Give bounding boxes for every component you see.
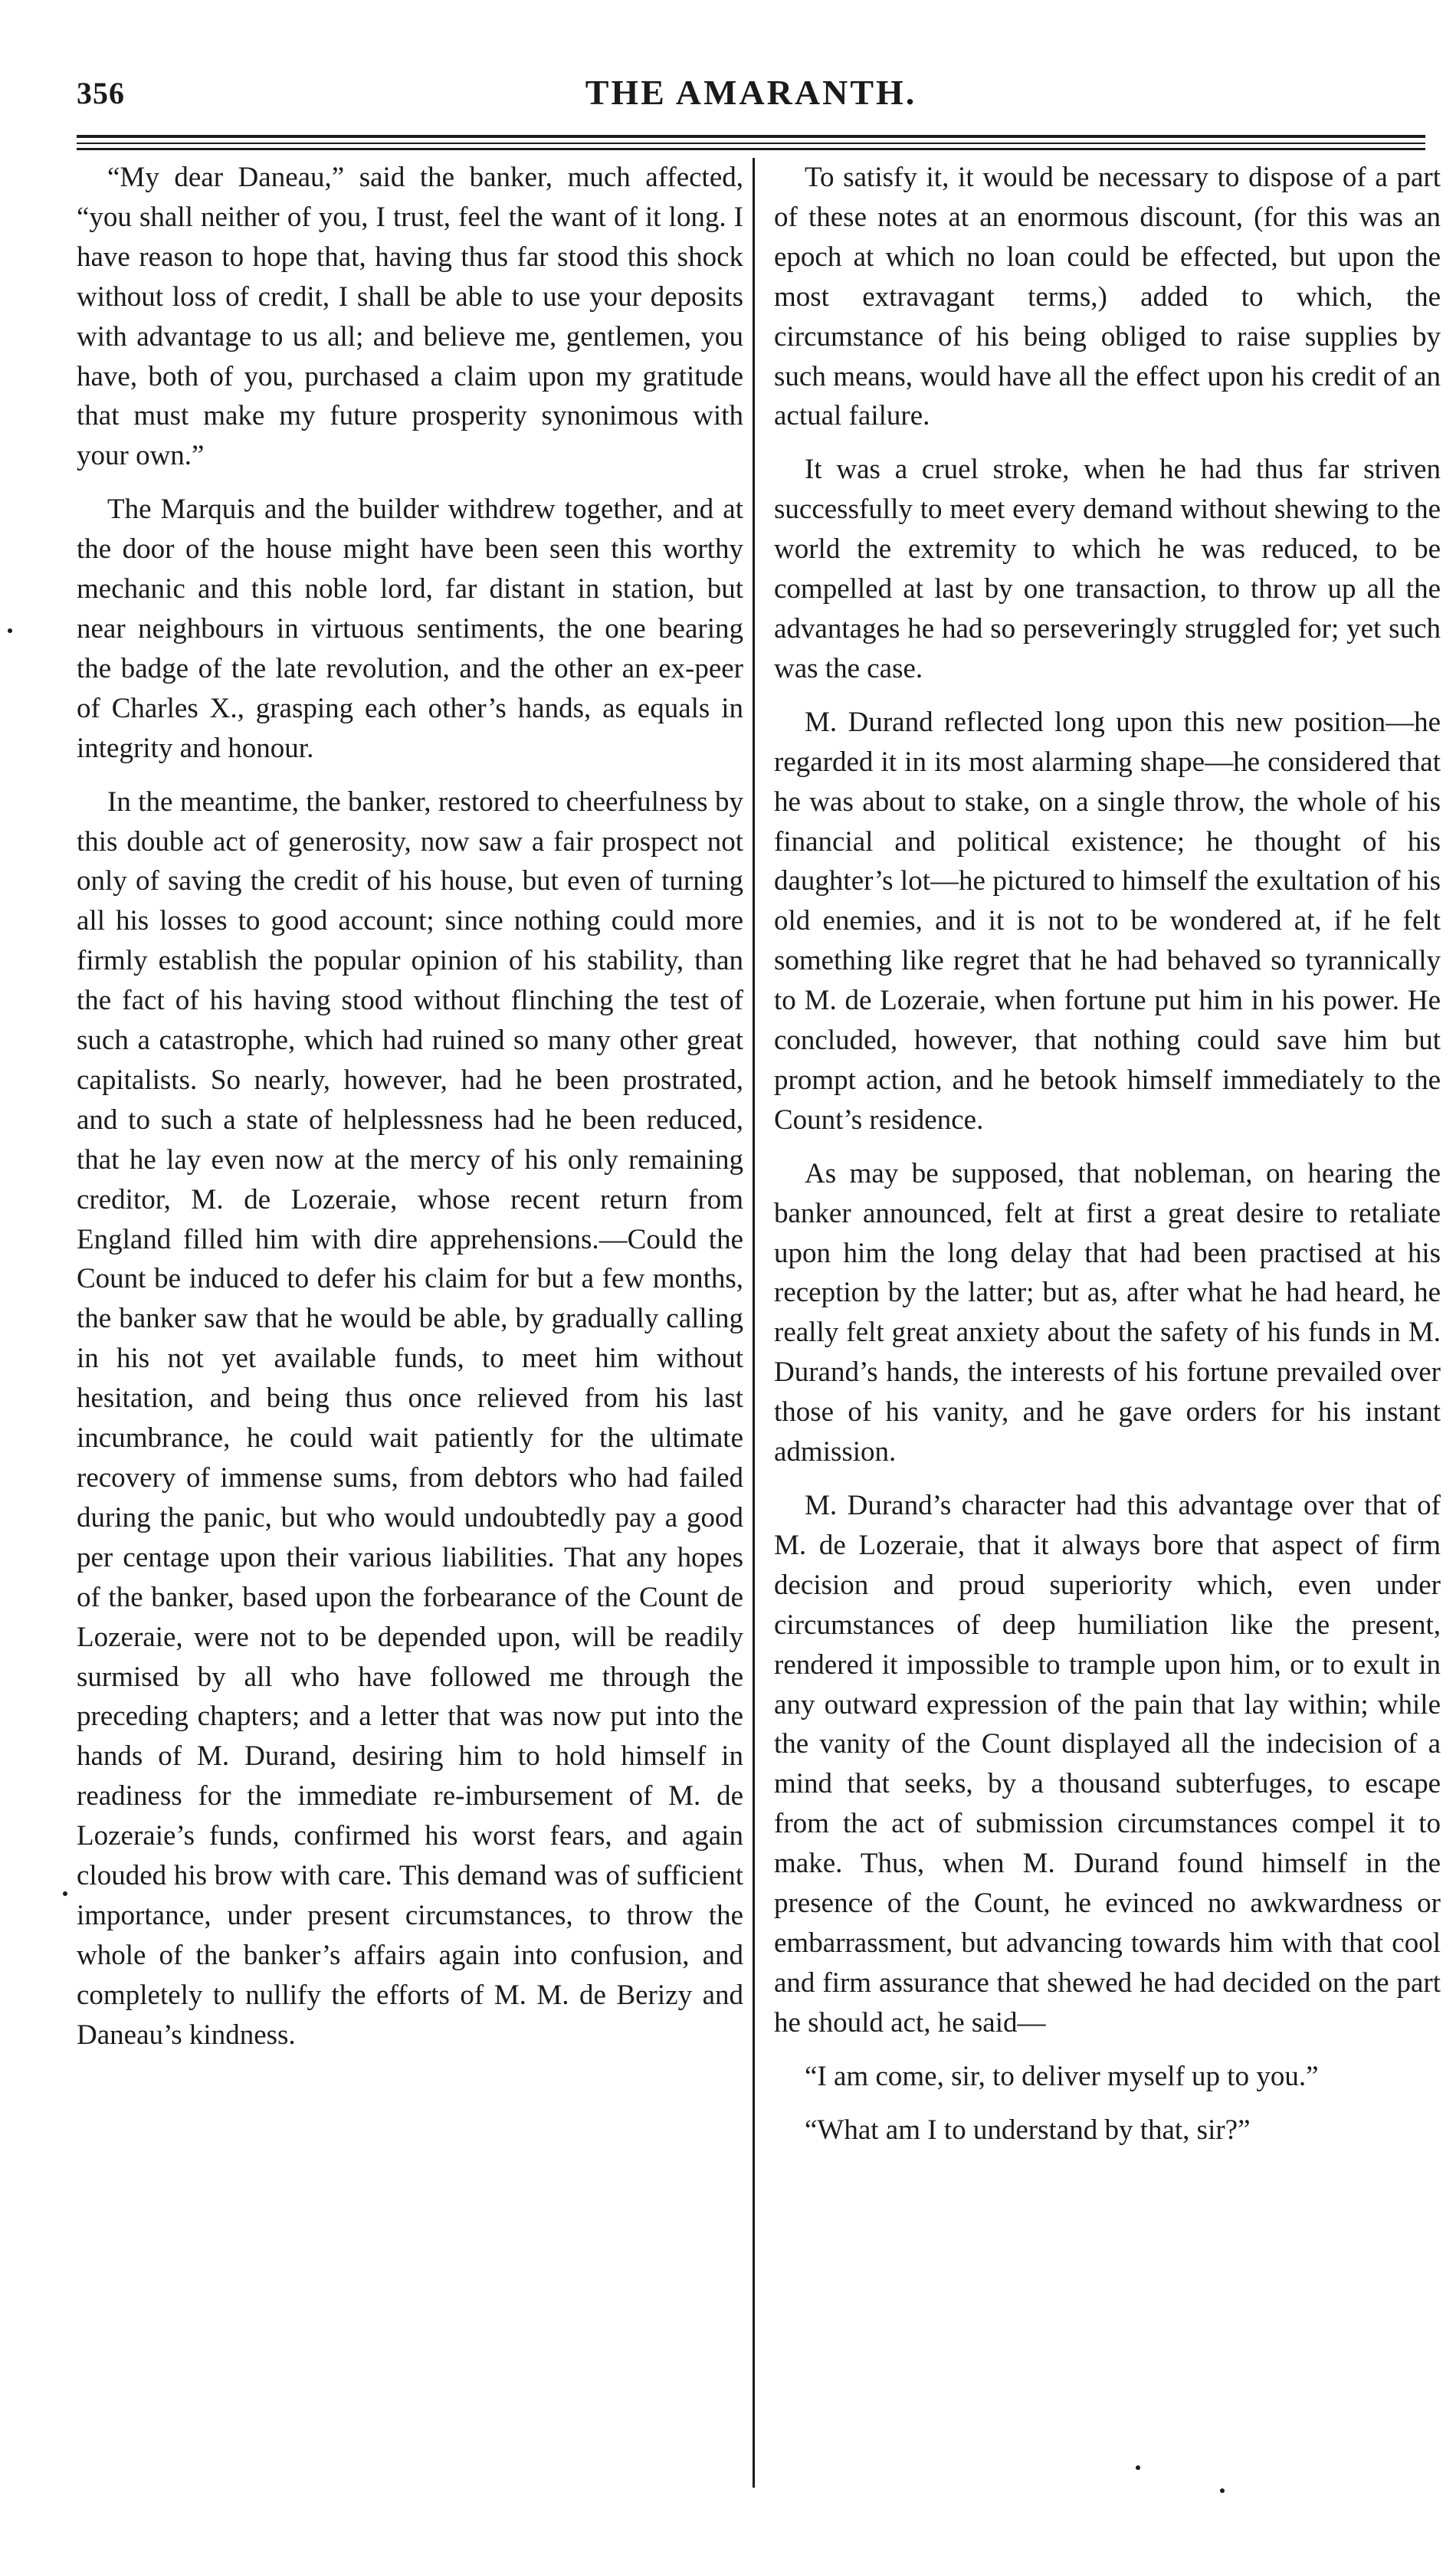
paragraph: “What am I to understand by that, sir?” — [805, 2114, 1251, 2146]
running-title: THE AMARANTH. — [585, 73, 917, 112]
right-column — [774, 158, 1441, 2164]
paragraph: M. Durand’s character had this advantage over that of M. de Lozeraie, that it always bore that aspect of firm decision and proud superiority which, even under circumstances of deep humiliation like the present, rendered it impossible to trample upon him, or to exult in any outward expression of the pain that lay within; while the vanity of the Count displayed all the indecision of a mind that seeks, by a thousand subterfuges, to escape from the act of submission circumstances compel it to make. Thus, when M. Durand found himself in the presence of the Count, he evinced no awkwardness or embarrassment, but advancing towards him with that cool and firm assurance that shewed he had decided on the part he should act, he said— — [774, 1490, 1441, 2039]
paragraph: As may be supposed, that nobleman, on hearing the banker announced, felt at first a great desire to retaliate upon him the long delay that had been practised at his reception by the latter; but as, after what he had heard, he really felt great anxiety about the safety of his funds in M. Durand’s hands, the interests of his fortune prevailed over those of his vanity, and he gave orders for his instant admission. — [774, 1157, 1441, 1468]
paragraph: In the meantime, the banker, restored to cheerfulness by this double act of generosity, now saw a fair prospect not only of saving the credit of his house, but even of turning all his losses to good account; since nothing could more firmly establish the popular opinion of his stability, than the fact of his having stood without flinching the test of such a catastrophe, which had ruined so many other great capitalists. So nearly, however, had he been prostrated, and to such a state of helplessness had he been reduced, that he lay even now at the mercy of his only remaining creditor, M. de Lozeraie, whose recent return from England filled him with dire apprehensions.—Could the Count be induced to defer his claim for but a few months, the banker saw that he would be able, by gradually calling in his not yet available funds, to meet him without hesitation, and being thus once relieved from his last incumbrance, he could wait patiently for the ultimate recovery of immense sums, from debtors who had failed during the panic, but who would undoubtedly pay a good per centage upon their various liabilities. That any hopes of the banker, based upon the forbearance of the Count de Lozeraie, were not to be depended upon, will be readily surmised by all who have followed me through the preceding chapters; and a letter that was now put into the hands of M. Durand, desiring him to hold himself in readiness for the immediate re-imbursement of M. de Lozeraie’s funds, confirmed his worst fears, and again clouded his brow with care. This demand was of sufficient importance, under present circumstances, to throw the whole of the banker’s affairs again into confusion, and completely to nullify the efforts of M. M. de Berizy and Daneau’s kindness. — [77, 786, 743, 2051]
page-number: 356 — [77, 76, 125, 110]
print-speck — [63, 1891, 67, 1896]
paragraph: It was a cruel stroke, when he had thus far striven successfully to meet every demand without shewing to the world the extremity to which he was reduced, to be compelled at last by one transaction, to throw up all the advantages he had so perseveringly struggled for; yet such was the case. — [774, 454, 1441, 684]
paragraph: The Marquis and the builder withdrew together, and at the door of the house might have been seen this worthy mechanic and this noble lord, far distant in station, but near neighbours in virtuous sentiments, the one bearing the badge of the late revolution, and the other an ex-peer of Charles X., grasping each other’s hands, as equals in integrity and honour. — [77, 494, 743, 764]
header-rule — [77, 148, 1425, 150]
header-rule — [77, 135, 1425, 138]
page-header — [77, 69, 1425, 123]
header-rule — [77, 143, 1425, 144]
print-speck — [1136, 2465, 1140, 2470]
paragraph: “My dear Daneau,” said the banker, much affected, “you shall neither of you, I trust, feel the want of it long. I have reason to hope that, having thus far stood this shock without loss of credit, I shall be able to use your deposits with advantage to us all; and believe me, gentlemen, you have, both of you, purchased a claim upon my gratitude that must make my future prosperity synonimous with your own.” — [77, 162, 743, 472]
print-speck — [1220, 2488, 1225, 2493]
paragraph: “I am come, sir, to deliver myself up to you.” — [805, 2060, 1319, 2092]
left-column — [77, 158, 743, 2069]
paragraph: M. Durand reflected long upon this new position—he regarded it in its most alarming shape—he considered that he was about to stake, on a single throw, the whole of his financial and political existence; he thought of his daughter’s lot—he pictured to himself the exultation of his old enemies, and it is not to be wondered at, if he felt something like regret that he had behaved so tyrannically to M. de Lozeraie, when fortune put him in his power. He concluded, however, that nothing could save him but prompt action, and he betook himself immediately to the Count’s residence. — [774, 706, 1441, 1136]
print-speck — [8, 628, 12, 633]
column-divider — [753, 158, 755, 2488]
paragraph: To satisfy it, it would be necessary to dispose of a part of these notes at an enormous discount, (for this was an epoch at which no loan could be effected, but upon the most extravagant terms,) added to which, the circumstance of his being obliged to raise supplies by such means, would have all the effect upon his credit of an actual failure. — [774, 162, 1441, 432]
